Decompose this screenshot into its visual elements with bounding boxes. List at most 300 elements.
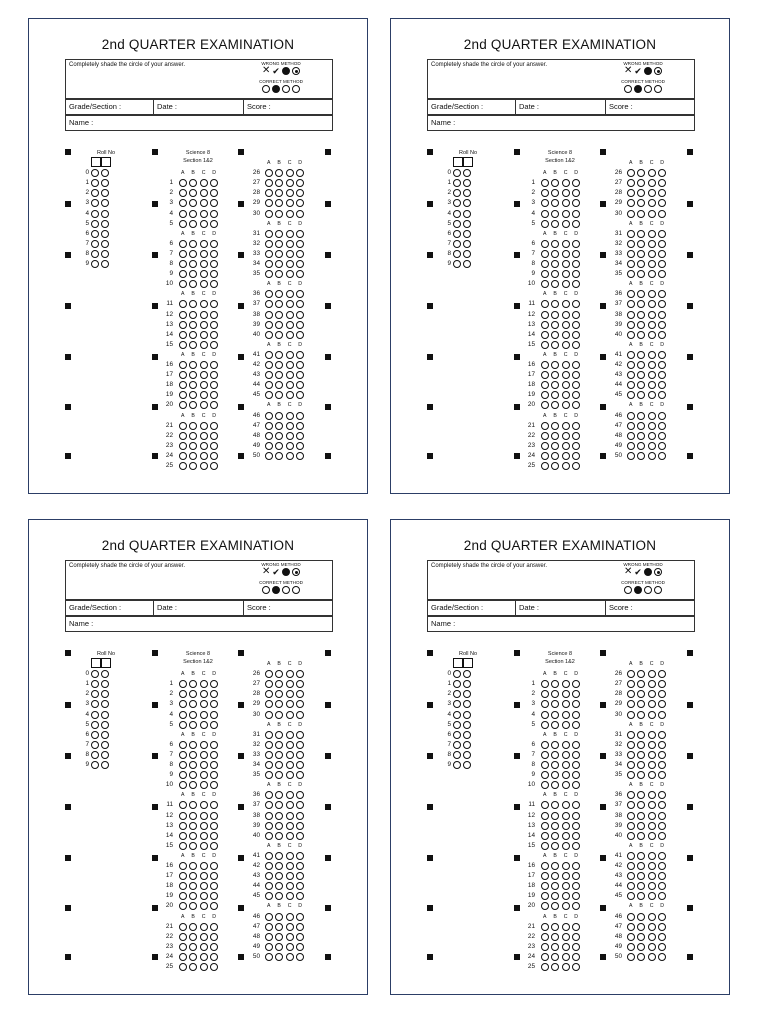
question-row-bubble[interactable] xyxy=(210,331,218,339)
question-row-bubble[interactable] xyxy=(200,189,208,197)
question-row-bubble[interactable] xyxy=(637,230,645,238)
question-row-bubble[interactable] xyxy=(637,381,645,389)
question-row-bubble[interactable] xyxy=(572,781,580,789)
question-row-bubble[interactable] xyxy=(200,432,208,440)
question-row-bubble[interactable] xyxy=(179,391,187,399)
question-row-bubble[interactable] xyxy=(658,933,666,941)
question-row-bubble[interactable] xyxy=(179,300,187,308)
question-row-bubble[interactable] xyxy=(648,741,656,749)
question-row-bubble[interactable] xyxy=(275,210,283,218)
question-row-bubble[interactable] xyxy=(200,391,208,399)
question-row-bubble[interactable] xyxy=(275,832,283,840)
question-row-bubble[interactable] xyxy=(210,240,218,248)
question-row-bubble[interactable] xyxy=(275,240,283,248)
question-row-bubble[interactable] xyxy=(296,391,304,399)
roll-digit-row-bubble[interactable] xyxy=(463,260,471,268)
question-row-bubble[interactable] xyxy=(562,680,570,688)
question-row-bubble[interactable] xyxy=(179,381,187,389)
question-row-bubble[interactable] xyxy=(572,741,580,749)
question-row-bubble[interactable] xyxy=(551,801,559,809)
question-row-bubble[interactable] xyxy=(627,422,635,430)
question-row-bubble[interactable] xyxy=(179,321,187,329)
question-row-bubble[interactable] xyxy=(637,700,645,708)
question-row-bubble[interactable] xyxy=(627,240,635,248)
question-row-bubble[interactable] xyxy=(572,690,580,698)
question-row-bubble[interactable] xyxy=(627,943,635,951)
question-row-bubble[interactable] xyxy=(648,331,656,339)
question-row-bubble[interactable] xyxy=(265,761,273,769)
question-row-bubble[interactable] xyxy=(179,690,187,698)
question-row-bubble[interactable] xyxy=(200,371,208,379)
question-row-bubble[interactable] xyxy=(648,371,656,379)
question-row-bubble[interactable] xyxy=(648,422,656,430)
question-row-bubble[interactable] xyxy=(179,933,187,941)
question-row-bubble[interactable] xyxy=(286,321,294,329)
question-row-bubble[interactable] xyxy=(637,311,645,319)
question-row-bubble[interactable] xyxy=(296,771,304,779)
question-row-bubble[interactable] xyxy=(648,812,656,820)
question-row-bubble[interactable] xyxy=(572,422,580,430)
question-row-bubble[interactable] xyxy=(189,260,197,268)
question-row-bubble[interactable] xyxy=(275,361,283,369)
question-row-bubble[interactable] xyxy=(541,822,549,830)
question-row-bubble[interactable] xyxy=(265,832,273,840)
question-row-bubble[interactable] xyxy=(541,442,549,450)
question-row-bubble[interactable] xyxy=(210,442,218,450)
question-row-bubble[interactable] xyxy=(179,361,187,369)
question-row-bubble[interactable] xyxy=(200,270,208,278)
question-row-bubble[interactable] xyxy=(265,210,273,218)
question-row-bubble[interactable] xyxy=(189,872,197,880)
question-row-bubble[interactable] xyxy=(210,842,218,850)
question-row-bubble[interactable] xyxy=(627,933,635,941)
question-row-bubble[interactable] xyxy=(179,341,187,349)
question-row-bubble[interactable] xyxy=(562,401,570,409)
question-row-bubble[interactable] xyxy=(658,832,666,840)
question-row-bubble[interactable] xyxy=(551,442,559,450)
question-row-bubble[interactable] xyxy=(179,250,187,258)
question-row-bubble[interactable] xyxy=(179,801,187,809)
question-row-bubble[interactable] xyxy=(296,943,304,951)
roll-digit-row-bubble[interactable] xyxy=(463,741,471,749)
question-row-bubble[interactable] xyxy=(637,913,645,921)
question-row-bubble[interactable] xyxy=(275,442,283,450)
question-row-bubble[interactable] xyxy=(265,711,273,719)
question-row-bubble[interactable] xyxy=(275,822,283,830)
question-row-bubble[interactable] xyxy=(286,240,294,248)
roll-digit-row-bubble[interactable] xyxy=(453,670,461,678)
question-row-bubble[interactable] xyxy=(189,943,197,951)
question-row-bubble[interactable] xyxy=(562,781,570,789)
question-row-bubble[interactable] xyxy=(572,311,580,319)
question-row-bubble[interactable] xyxy=(189,822,197,830)
roll-digit-row-bubble[interactable] xyxy=(91,240,99,248)
question-row-bubble[interactable] xyxy=(275,670,283,678)
question-row-bubble[interactable] xyxy=(179,862,187,870)
question-row-bubble[interactable] xyxy=(296,311,304,319)
question-row-bubble[interactable] xyxy=(210,189,218,197)
question-row-bubble[interactable] xyxy=(541,260,549,268)
question-row-bubble[interactable] xyxy=(637,953,645,961)
roll-digit-row-bubble[interactable] xyxy=(463,680,471,688)
roll-digit-row-bubble[interactable] xyxy=(91,741,99,749)
question-row-bubble[interactable] xyxy=(637,711,645,719)
question-row-bubble[interactable] xyxy=(189,933,197,941)
question-row-bubble[interactable] xyxy=(658,189,666,197)
roll-digit-row-bubble[interactable] xyxy=(101,169,109,177)
roll-digit-row-bubble[interactable] xyxy=(91,199,99,207)
name-field[interactable]: Name : xyxy=(431,619,456,628)
question-row-bubble[interactable] xyxy=(210,260,218,268)
question-row-bubble[interactable] xyxy=(562,361,570,369)
roll-digit-row-bubble[interactable] xyxy=(101,690,109,698)
question-row-bubble[interactable] xyxy=(265,791,273,799)
question-row-bubble[interactable] xyxy=(637,199,645,207)
question-row-bubble[interactable] xyxy=(627,913,635,921)
question-row-bubble[interactable] xyxy=(541,832,549,840)
question-row-bubble[interactable] xyxy=(179,401,187,409)
question-row-bubble[interactable] xyxy=(275,351,283,359)
question-row-bubble[interactable] xyxy=(551,963,559,971)
question-row-bubble[interactable] xyxy=(627,862,635,870)
question-row-bubble[interactable] xyxy=(286,882,294,890)
question-row-bubble[interactable] xyxy=(296,711,304,719)
question-row-bubble[interactable] xyxy=(296,179,304,187)
question-row-bubble[interactable] xyxy=(562,801,570,809)
question-row-bubble[interactable] xyxy=(210,210,218,218)
question-row-bubble[interactable] xyxy=(627,791,635,799)
question-row-bubble[interactable] xyxy=(541,179,549,187)
question-row-bubble[interactable] xyxy=(189,280,197,288)
question-row-bubble[interactable] xyxy=(627,169,635,177)
question-row-bubble[interactable] xyxy=(551,300,559,308)
question-row-bubble[interactable] xyxy=(658,351,666,359)
question-row-bubble[interactable] xyxy=(648,270,656,278)
question-row-bubble[interactable] xyxy=(189,240,197,248)
question-row-bubble[interactable] xyxy=(648,199,656,207)
question-row-bubble[interactable] xyxy=(562,812,570,820)
roll-digit-row-bubble[interactable] xyxy=(91,761,99,769)
question-row-bubble[interactable] xyxy=(275,331,283,339)
question-row-bubble[interactable] xyxy=(541,280,549,288)
question-row-bubble[interactable] xyxy=(572,432,580,440)
question-row-bubble[interactable] xyxy=(200,442,208,450)
question-row-bubble[interactable] xyxy=(275,882,283,890)
question-row-bubble[interactable] xyxy=(637,933,645,941)
question-row-bubble[interactable] xyxy=(179,280,187,288)
question-row-bubble[interactable] xyxy=(562,721,570,729)
question-row-bubble[interactable] xyxy=(648,169,656,177)
question-row-bubble[interactable] xyxy=(179,331,187,339)
question-row-bubble[interactable] xyxy=(286,690,294,698)
roll-digit-row-bubble[interactable] xyxy=(453,680,461,688)
question-row-bubble[interactable] xyxy=(296,680,304,688)
question-row-bubble[interactable] xyxy=(210,199,218,207)
question-row-bubble[interactable] xyxy=(648,240,656,248)
question-row-bubble[interactable] xyxy=(648,311,656,319)
question-row-bubble[interactable] xyxy=(627,189,635,197)
question-row-bubble[interactable] xyxy=(551,953,559,961)
grade-section-field[interactable]: Grade/Section : xyxy=(428,601,516,615)
question-row-bubble[interactable] xyxy=(189,882,197,890)
question-row-bubble[interactable] xyxy=(296,801,304,809)
roll-digit-row-bubble[interactable] xyxy=(101,680,109,688)
question-row-bubble[interactable] xyxy=(551,711,559,719)
question-row-bubble[interactable] xyxy=(179,189,187,197)
question-row-bubble[interactable] xyxy=(541,812,549,820)
question-row-bubble[interactable] xyxy=(286,311,294,319)
roll-digit-row-bubble[interactable] xyxy=(91,260,99,268)
question-row-bubble[interactable] xyxy=(541,902,549,910)
question-row-bubble[interactable] xyxy=(562,442,570,450)
question-row-bubble[interactable] xyxy=(627,801,635,809)
question-row-bubble[interactable] xyxy=(627,270,635,278)
question-row-bubble[interactable] xyxy=(572,250,580,258)
question-row-bubble[interactable] xyxy=(189,963,197,971)
question-row-bubble[interactable] xyxy=(562,751,570,759)
question-row-bubble[interactable] xyxy=(189,771,197,779)
question-row-bubble[interactable] xyxy=(286,179,294,187)
roll-digit-row-bubble[interactable] xyxy=(453,690,461,698)
question-row-bubble[interactable] xyxy=(637,361,645,369)
question-row-bubble[interactable] xyxy=(275,300,283,308)
question-row-bubble[interactable] xyxy=(200,690,208,698)
question-row-bubble[interactable] xyxy=(265,371,273,379)
question-row-bubble[interactable] xyxy=(265,812,273,820)
question-row-bubble[interactable] xyxy=(541,721,549,729)
question-row-bubble[interactable] xyxy=(551,311,559,319)
question-row-bubble[interactable] xyxy=(551,432,559,440)
question-row-bubble[interactable] xyxy=(189,381,197,389)
roll-digit-row-bubble[interactable] xyxy=(101,721,109,729)
roll-digit-row-bubble[interactable] xyxy=(101,670,109,678)
question-row-bubble[interactable] xyxy=(275,260,283,268)
question-row-bubble[interactable] xyxy=(637,331,645,339)
roll-digit-row-bubble[interactable] xyxy=(453,250,461,258)
question-row-bubble[interactable] xyxy=(572,933,580,941)
question-row-bubble[interactable] xyxy=(562,842,570,850)
question-row-bubble[interactable] xyxy=(541,680,549,688)
question-row-bubble[interactable] xyxy=(541,761,549,769)
roll-digit-row-bubble[interactable] xyxy=(453,741,461,749)
question-row-bubble[interactable] xyxy=(189,923,197,931)
question-row-bubble[interactable] xyxy=(200,711,208,719)
question-row-bubble[interactable] xyxy=(658,801,666,809)
question-row-bubble[interactable] xyxy=(189,812,197,820)
question-row-bubble[interactable] xyxy=(637,761,645,769)
question-row-bubble[interactable] xyxy=(658,179,666,187)
question-row-bubble[interactable] xyxy=(296,700,304,708)
question-row-bubble[interactable] xyxy=(541,452,549,460)
question-row-bubble[interactable] xyxy=(200,179,208,187)
question-row-bubble[interactable] xyxy=(572,842,580,850)
question-row-bubble[interactable] xyxy=(541,842,549,850)
question-row-bubble[interactable] xyxy=(627,812,635,820)
question-row-bubble[interactable] xyxy=(562,210,570,218)
question-row-bubble[interactable] xyxy=(296,442,304,450)
question-row-bubble[interactable] xyxy=(551,832,559,840)
question-row-bubble[interactable] xyxy=(296,852,304,860)
question-row-bubble[interactable] xyxy=(551,381,559,389)
question-row-bubble[interactable] xyxy=(296,422,304,430)
roll-digit-row-bubble[interactable] xyxy=(91,751,99,759)
question-row-bubble[interactable] xyxy=(541,700,549,708)
question-row-bubble[interactable] xyxy=(562,189,570,197)
question-row-bubble[interactable] xyxy=(179,741,187,749)
question-row-bubble[interactable] xyxy=(572,371,580,379)
question-row-bubble[interactable] xyxy=(541,801,549,809)
question-row-bubble[interactable] xyxy=(658,923,666,931)
question-row-bubble[interactable] xyxy=(275,199,283,207)
question-row-bubble[interactable] xyxy=(286,250,294,258)
question-row-bubble[interactable] xyxy=(296,321,304,329)
question-row-bubble[interactable] xyxy=(572,711,580,719)
question-row-bubble[interactable] xyxy=(179,422,187,430)
question-row-bubble[interactable] xyxy=(572,189,580,197)
question-row-bubble[interactable] xyxy=(648,361,656,369)
question-row-bubble[interactable] xyxy=(296,892,304,900)
question-row-bubble[interactable] xyxy=(296,381,304,389)
roll-digit-row-bubble[interactable] xyxy=(463,731,471,739)
roll-digit-row-bubble[interactable] xyxy=(91,700,99,708)
question-row-bubble[interactable] xyxy=(627,761,635,769)
question-row-bubble[interactable] xyxy=(286,751,294,759)
question-row-bubble[interactable] xyxy=(572,832,580,840)
question-row-bubble[interactable] xyxy=(200,892,208,900)
question-row-bubble[interactable] xyxy=(210,220,218,228)
question-row-bubble[interactable] xyxy=(627,872,635,880)
question-row-bubble[interactable] xyxy=(275,791,283,799)
roll-digit-row-bubble[interactable] xyxy=(101,731,109,739)
question-row-bubble[interactable] xyxy=(179,442,187,450)
question-row-bubble[interactable] xyxy=(572,341,580,349)
question-row-bubble[interactable] xyxy=(648,442,656,450)
question-row-bubble[interactable] xyxy=(265,199,273,207)
question-row-bubble[interactable] xyxy=(286,892,294,900)
question-row-bubble[interactable] xyxy=(200,680,208,688)
question-row-bubble[interactable] xyxy=(189,953,197,961)
question-row-bubble[interactable] xyxy=(296,882,304,890)
question-row-bubble[interactable] xyxy=(637,832,645,840)
question-row-bubble[interactable] xyxy=(265,822,273,830)
question-row-bubble[interactable] xyxy=(296,230,304,238)
question-row-bubble[interactable] xyxy=(572,300,580,308)
question-row-bubble[interactable] xyxy=(541,872,549,880)
question-row-bubble[interactable] xyxy=(179,751,187,759)
roll-digit-row-bubble[interactable] xyxy=(453,179,461,187)
question-row-bubble[interactable] xyxy=(210,862,218,870)
question-row-bubble[interactable] xyxy=(648,321,656,329)
question-row-bubble[interactable] xyxy=(541,199,549,207)
question-row-bubble[interactable] xyxy=(210,179,218,187)
question-row-bubble[interactable] xyxy=(648,913,656,921)
question-row-bubble[interactable] xyxy=(627,351,635,359)
question-row-bubble[interactable] xyxy=(562,331,570,339)
question-row-bubble[interactable] xyxy=(648,351,656,359)
question-row-bubble[interactable] xyxy=(648,923,656,931)
question-row-bubble[interactable] xyxy=(286,953,294,961)
roll-digit-row-bubble[interactable] xyxy=(453,169,461,177)
roll-digit-row-bubble[interactable] xyxy=(101,700,109,708)
question-row-bubble[interactable] xyxy=(296,452,304,460)
question-row-bubble[interactable] xyxy=(179,462,187,470)
question-row-bubble[interactable] xyxy=(658,250,666,258)
question-row-bubble[interactable] xyxy=(541,371,549,379)
question-row-bubble[interactable] xyxy=(627,452,635,460)
question-row-bubble[interactable] xyxy=(265,700,273,708)
question-row-bubble[interactable] xyxy=(286,361,294,369)
question-row-bubble[interactable] xyxy=(637,801,645,809)
question-row-bubble[interactable] xyxy=(541,401,549,409)
question-row-bubble[interactable] xyxy=(572,280,580,288)
question-row-bubble[interactable] xyxy=(637,442,645,450)
question-row-bubble[interactable] xyxy=(265,321,273,329)
question-row-bubble[interactable] xyxy=(658,240,666,248)
question-row-bubble[interactable] xyxy=(572,943,580,951)
roll-digit-row-bubble[interactable] xyxy=(101,210,109,218)
question-row-bubble[interactable] xyxy=(541,963,549,971)
question-row-bubble[interactable] xyxy=(637,731,645,739)
question-row-bubble[interactable] xyxy=(265,690,273,698)
question-row-bubble[interactable] xyxy=(275,371,283,379)
question-row-bubble[interactable] xyxy=(551,189,559,197)
question-row-bubble[interactable] xyxy=(275,892,283,900)
question-row-bubble[interactable] xyxy=(179,452,187,460)
question-row-bubble[interactable] xyxy=(541,270,549,278)
score-field[interactable]: Score : xyxy=(247,102,271,111)
question-row-bubble[interactable] xyxy=(551,923,559,931)
question-row-bubble[interactable] xyxy=(210,381,218,389)
score-field[interactable]: Score : xyxy=(247,603,271,612)
question-row-bubble[interactable] xyxy=(275,250,283,258)
question-row-bubble[interactable] xyxy=(265,801,273,809)
question-row-bubble[interactable] xyxy=(189,189,197,197)
question-row-bubble[interactable] xyxy=(648,822,656,830)
question-row-bubble[interactable] xyxy=(200,462,208,470)
question-row-bubble[interactable] xyxy=(286,771,294,779)
question-row-bubble[interactable] xyxy=(200,842,208,850)
question-row-bubble[interactable] xyxy=(541,240,549,248)
question-row-bubble[interactable] xyxy=(200,902,208,910)
question-row-bubble[interactable] xyxy=(265,923,273,931)
name-field[interactable]: Name : xyxy=(69,619,94,628)
question-row-bubble[interactable] xyxy=(572,700,580,708)
question-row-bubble[interactable] xyxy=(637,189,645,197)
question-row-bubble[interactable] xyxy=(551,751,559,759)
question-row-bubble[interactable] xyxy=(200,220,208,228)
question-row-bubble[interactable] xyxy=(648,690,656,698)
question-row-bubble[interactable] xyxy=(541,341,549,349)
name-field[interactable]: Name : xyxy=(431,118,456,127)
question-row-bubble[interactable] xyxy=(627,852,635,860)
question-row-bubble[interactable] xyxy=(265,852,273,860)
question-row-bubble[interactable] xyxy=(658,882,666,890)
question-row-bubble[interactable] xyxy=(286,189,294,197)
question-row-bubble[interactable] xyxy=(551,401,559,409)
question-row-bubble[interactable] xyxy=(658,300,666,308)
question-row-bubble[interactable] xyxy=(637,371,645,379)
question-row-bubble[interactable] xyxy=(658,791,666,799)
question-row-bubble[interactable] xyxy=(551,822,559,830)
question-row-bubble[interactable] xyxy=(275,913,283,921)
question-row-bubble[interactable] xyxy=(658,270,666,278)
question-row-bubble[interactable] xyxy=(637,882,645,890)
question-row-bubble[interactable] xyxy=(210,680,218,688)
question-row-bubble[interactable] xyxy=(627,442,635,450)
question-row-bubble[interactable] xyxy=(296,361,304,369)
question-row-bubble[interactable] xyxy=(275,690,283,698)
question-row-bubble[interactable] xyxy=(627,953,635,961)
